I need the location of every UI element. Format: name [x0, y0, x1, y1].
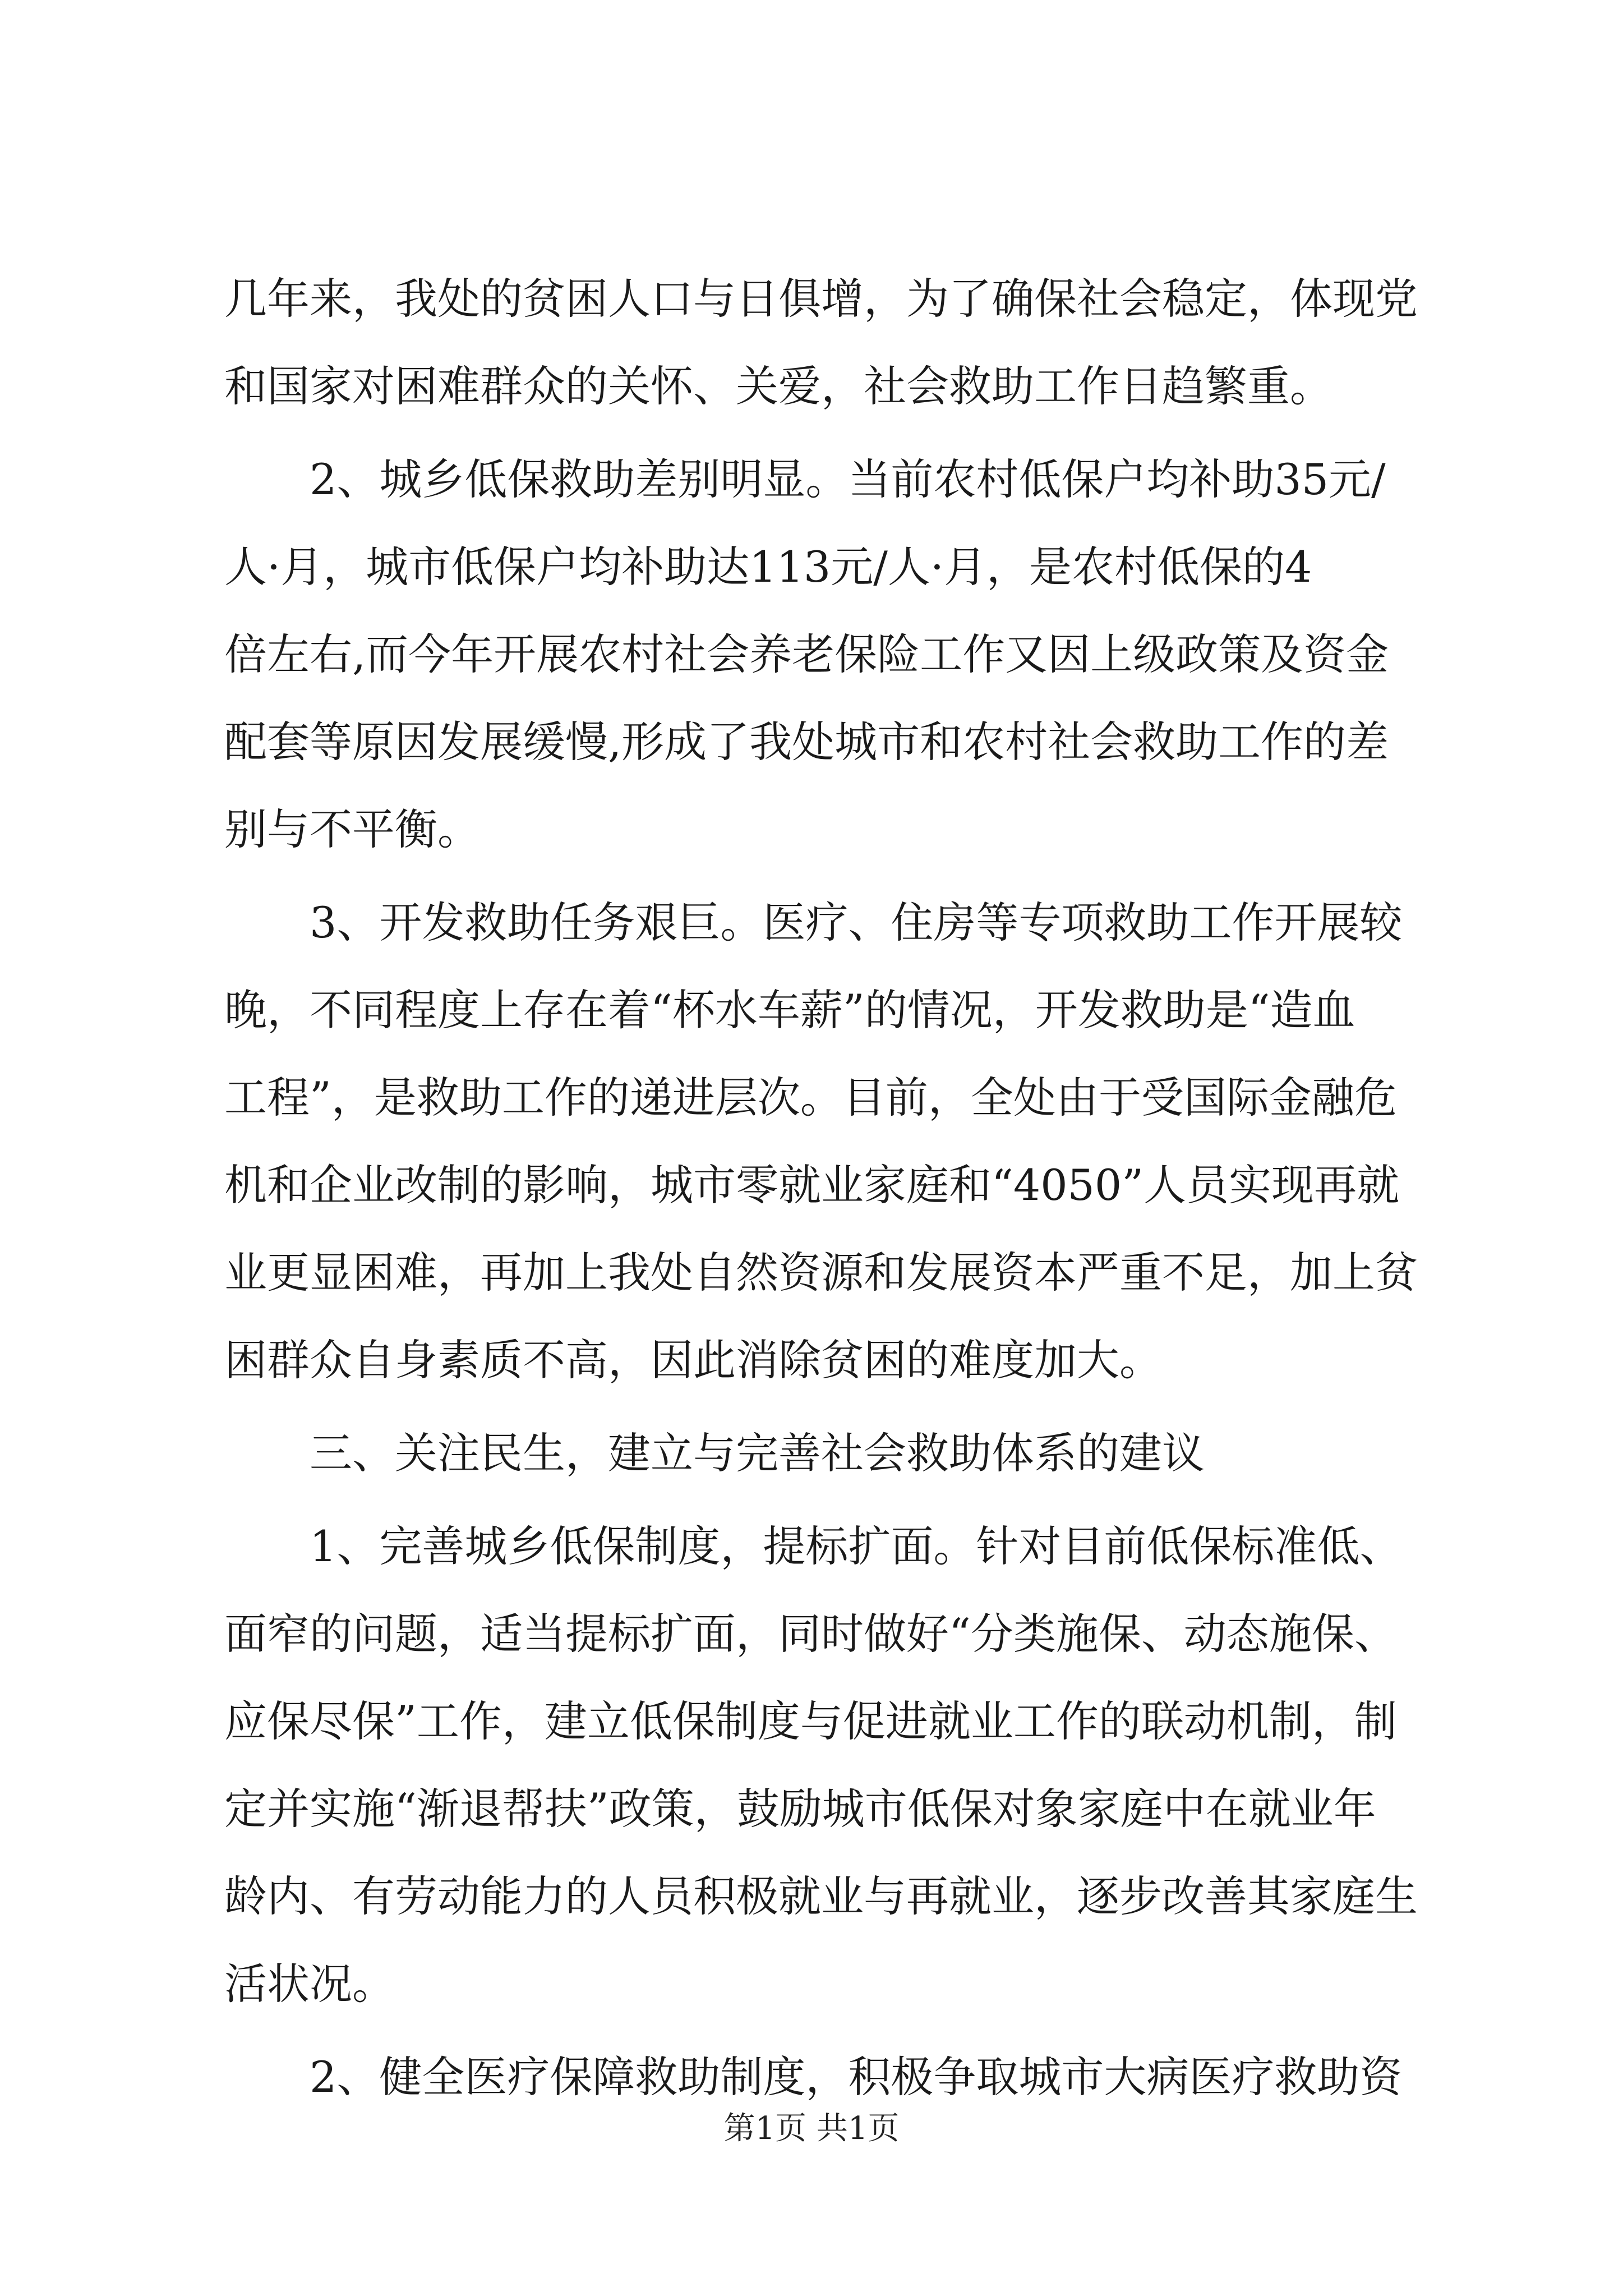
document-body: [224, 255, 1430, 2121]
text-line: 2、城乡低保救助差别明显。当前农村低保户均补助35元/: [310, 454, 1386, 504]
text-line: 人·月，城市低保户均补助达113元/人·月，是农村低保的4: [224, 542, 1312, 592]
text-line: 定并实施“渐退帮扶”政策，鼓励城市低保对象家庭中在就业年: [224, 1784, 1376, 1834]
text-line: 晚，不同程度上存在着“杯水车薪”的情况，开发救助是“造血: [224, 985, 1355, 1035]
text-line: 业更显困难，再加上我处自然资源和发展资本严重不足，加上贫: [224, 1248, 1418, 1297]
text-line: 几年来，我处的贫困人口与日俱增，为了确保社会稳定，体现党: [224, 274, 1418, 324]
text-line: 倍左右,而今年开展农村社会养老保险工作又因上级政策及资金: [224, 629, 1389, 679]
text-line: 活状况。: [224, 1959, 395, 2009]
text-line: 配套等原因发展缓慢,形成了我处城市和农村社会救助工作的差: [224, 717, 1389, 767]
text-line: 工程”，是救助工作的递进层次。目前，全处由于受国际金融危: [224, 1073, 1397, 1122]
text-line: 3、开发救助任务艰巨。医疗、住房等专项救助工作开展较: [310, 898, 1403, 947]
text-line: 三、关注民生，建立与完善社会救助体系的建议: [310, 1428, 1205, 1478]
text-line: 面窄的问题，适当提标扩面，同时做好“分类施保、动态施保、: [224, 1609, 1397, 1659]
text-line: 2、健全医疗保障救助制度，积极争取城市大病医疗救助资: [310, 2052, 1403, 2102]
text-line: 困群众自身素质不高，因此消除贫困的难度加大。: [224, 1335, 1162, 1385]
text-line: 和国家对困难群众的关怀、关爱，社会救助工作日趋繁重。: [224, 361, 1332, 411]
text-line: 龄内、有劳动能力的人员积极就业与再就业，逐步改善其家庭生: [224, 1871, 1418, 1921]
text-line: 1、完善城乡低保制度，提标扩面。针对目前低保标准低、: [310, 1521, 1403, 1571]
text-line: 别与不平衡。: [224, 804, 480, 854]
page-footer: 第1页 共1页: [723, 2110, 900, 2147]
text-line: 应保尽保”工作，建立低保制度与促进就业工作的联动机制，制: [224, 1696, 1397, 1746]
text-line: 机和企业改制的影响，城市零就业家庭和“4050”人员实现再就: [224, 1160, 1400, 1210]
